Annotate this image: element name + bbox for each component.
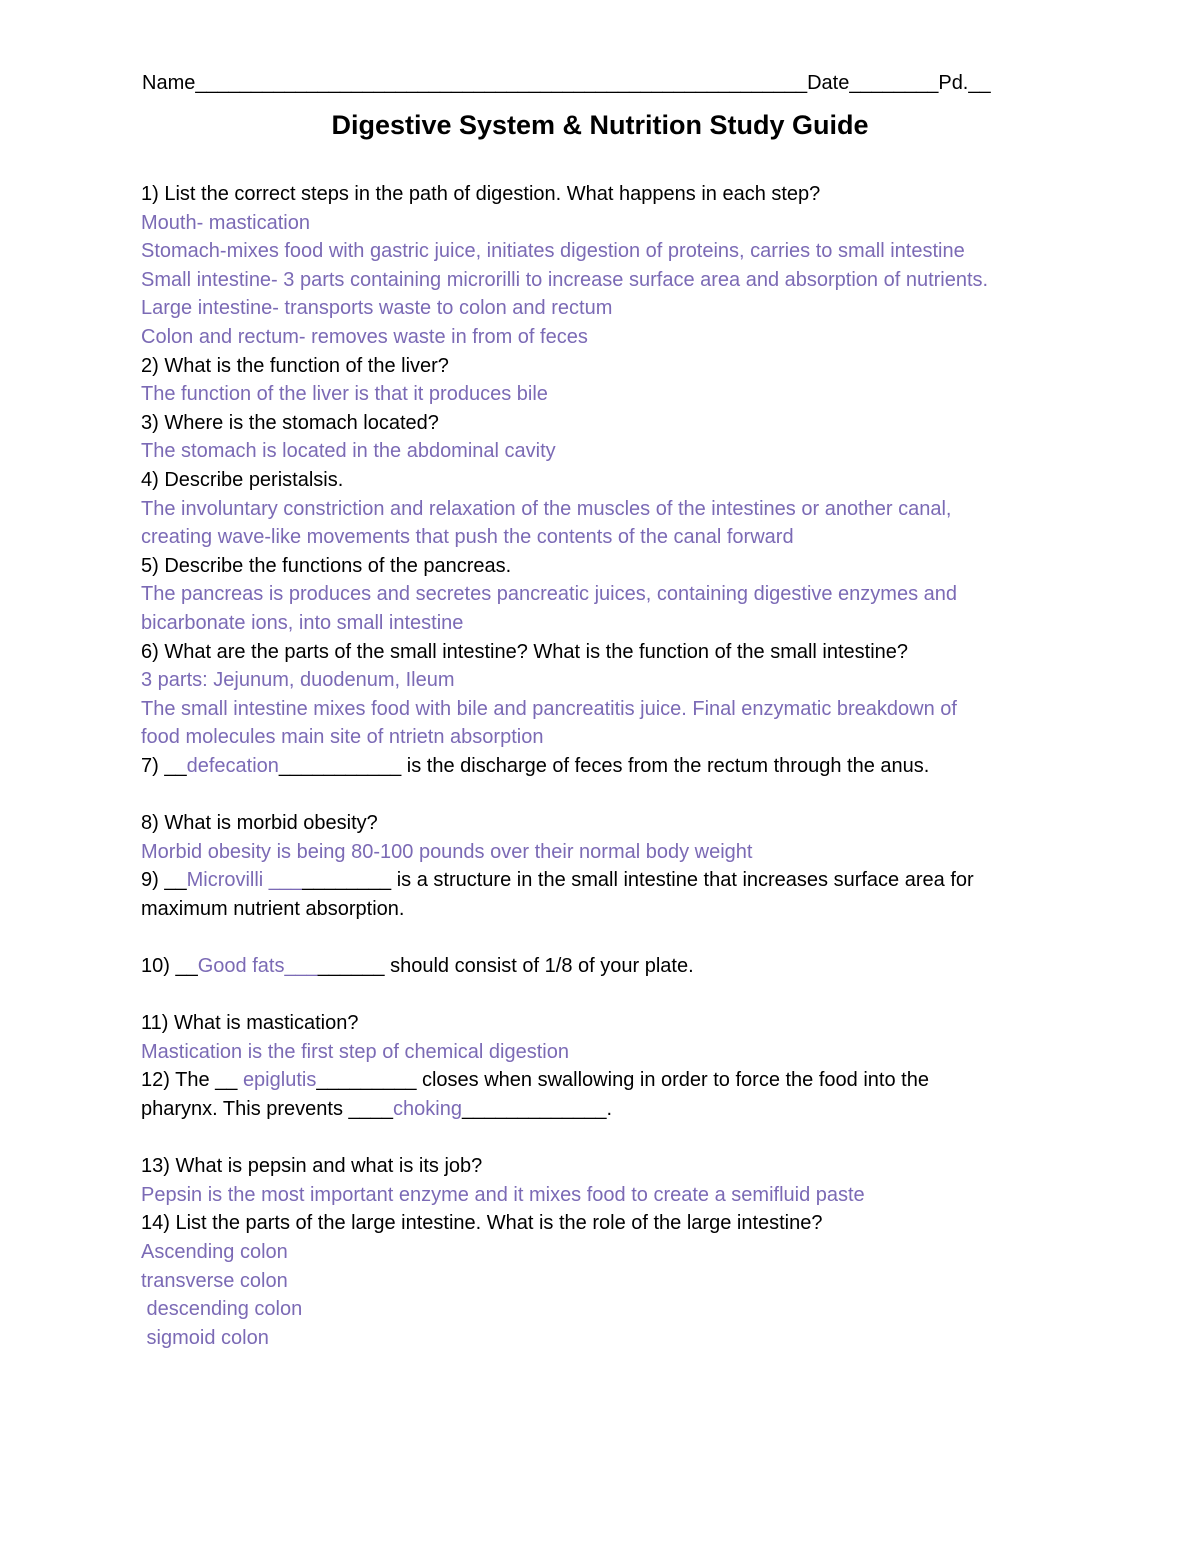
blank-line <box>141 1124 1081 1153</box>
question-text: pharynx. This prevents ____ <box>141 1098 394 1120</box>
question-line: 11) What is mastication? <box>141 1012 359 1035</box>
question-line: 13) What is pepsin and what is its job? <box>141 1155 483 1178</box>
answer-line: Large intestine- transports waste to colon and rectum <box>141 297 613 320</box>
blank-line <box>141 780 1081 809</box>
answer-line: creating wave-like movements that push the contents of the canal forward <box>141 526 794 549</box>
answer-line: food molecules main site of ntrietn absorption <box>141 726 544 749</box>
answer-line: Ascending colon <box>141 1240 288 1263</box>
answer-line: sigmoid colon <box>141 1326 269 1349</box>
question-text: 7) __ <box>141 754 187 777</box>
answer-text: choking <box>393 1098 462 1120</box>
page-title: Digestive System & Nutrition Study Guide <box>331 110 869 140</box>
study-guide-body <box>141 180 1081 1352</box>
question-text: _________ closes when swallowing in order to force the food into the <box>316 1069 929 1092</box>
question-text: 10) __ <box>141 955 198 978</box>
answer-line: The involuntary constriction and relaxation of the muscles of the intestines or another canal, <box>141 497 952 520</box>
question-text: 9) __ <box>141 869 187 892</box>
fill-in-line <box>141 1066 1081 1095</box>
question-line: 5) Describe the functions of the pancreas. <box>141 554 512 577</box>
question-line: 4) Describe peristalsis. <box>141 468 344 491</box>
question-text: ______ should consist of 1/8 of your plate. <box>317 955 694 978</box>
answer-line: Mastication is the first step of chemical digestion <box>141 1040 569 1063</box>
answer-text: defecation <box>186 754 279 777</box>
question-line: 2) What is the function of the liver? <box>141 354 449 377</box>
fill-in-line <box>141 752 1081 781</box>
question-line: 3) Where is the stomach located? <box>141 411 439 434</box>
answer-line: Small intestine- 3 parts containing microrilli to increase surface area and absorption of nutrients. <box>141 268 989 291</box>
answer-line: Mouth- mastication <box>141 211 310 234</box>
answer-line: Morbid obesity is being 80-100 pounds over their normal body weight <box>141 840 753 863</box>
answer-text: Microvilli ___ <box>186 869 303 892</box>
answer-line: Colon and rectum- removes waste in from of feces <box>141 325 588 348</box>
fill-in-line <box>141 866 1081 895</box>
question-text: ________ is a structure in the small intestine that increases surface area for <box>302 869 974 892</box>
answer-line: Stomach-mixes food with gastric juice, initiates digestion of proteins, carries to small intestine <box>141 240 965 263</box>
blank-line <box>141 923 1081 952</box>
answer-line: 3 parts: Jejunum, duodenum, Ileum <box>141 669 455 692</box>
answer-line: The function of the liver is that it produces bile <box>141 383 548 406</box>
answer-line: The small intestine mixes food with bile and pancreatitis juice. Final enzymatic breakdown of <box>141 697 957 720</box>
answer-line: The pancreas is produces and secretes pancreatic juices, containing digestive enzymes and <box>141 583 958 606</box>
fill-in-line <box>141 952 1081 981</box>
question-line: 1) List the correct steps in the path of digestion. What happens in each step? <box>141 183 821 205</box>
blank-line <box>141 981 1081 1010</box>
question-line: maximum nutrient absorption. <box>141 897 405 920</box>
answer-text: epiglutis <box>242 1069 317 1092</box>
answer-line: The stomach is located in the abdominal cavity <box>141 440 556 463</box>
answer-text: Good fats___ <box>197 955 318 978</box>
question-text: _____________. <box>461 1098 613 1120</box>
question-text: 12) The __ <box>141 1069 243 1092</box>
question-line: 6) What are the parts of the small intestine? What is the function of the small intestine? <box>141 640 909 663</box>
answer-line: Pepsin is the most important enzyme and it mixes food to create a semifluid paste <box>141 1183 865 1206</box>
question-line: 14) List the parts of the large intestine. What is the role of the large intestine? <box>141 1212 823 1235</box>
answer-line: bicarbonate ions, into small intestine <box>141 611 464 634</box>
question-line: 8) What is morbid obesity? <box>141 812 378 835</box>
question-text: ___________ is the discharge of feces from the rectum through the anus. <box>278 754 930 777</box>
fill-in-line <box>141 1095 1081 1124</box>
answer-line: transverse colon <box>141 1269 288 1292</box>
name-date-period-line: Name_______________________________________________________Date________Pd.__ <box>142 72 991 94</box>
answer-line: descending colon <box>141 1298 303 1321</box>
